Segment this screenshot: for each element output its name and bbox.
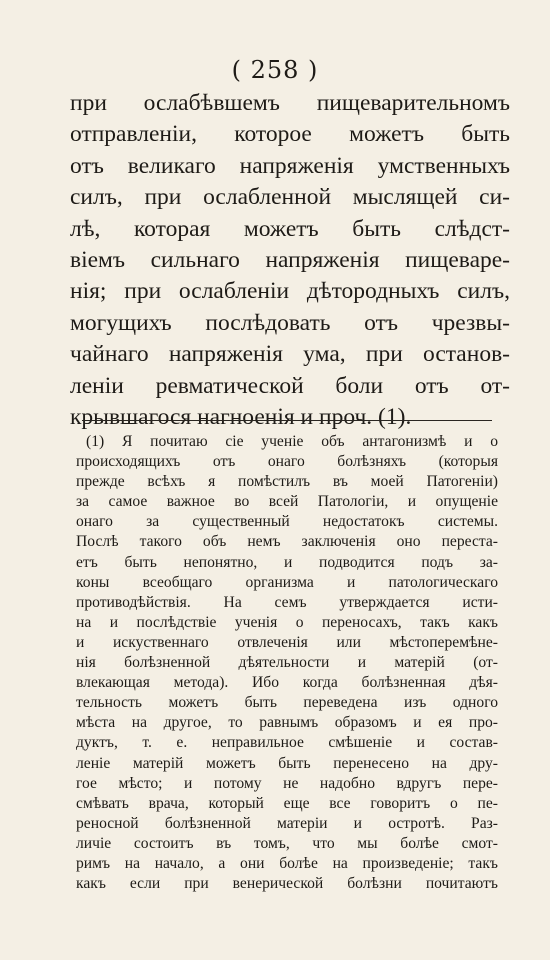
body-line: нія; при ослабленіи дѣтородныхъ силъ, (70, 278, 510, 305)
footnote-line: онаго за существенный недостатокъ системы. (76, 513, 498, 531)
main-text (70, 88, 510, 433)
body-line: при ослабѣвшемъ пищеварительномъ (70, 90, 510, 116)
body-line: могущихъ послѣдовать отъ чрезвы- (70, 309, 510, 336)
footnote-line: коны всеобщаго организма и патологическаго (76, 573, 498, 591)
footnote-line: прежде всѣхъ я помѣстилъ въ моей Патогеніи) (76, 473, 498, 491)
footnote-line: влекающая метода). Ибо когда болѣзненная дѣя- (76, 674, 498, 692)
footnote-line: какъ если при венерической болѣзни почитаютъ (76, 875, 498, 893)
footnote-line: за самое важное во всей Патологіи, и опущеніе (76, 493, 498, 511)
footnote-line: мѣста на другое, то равнымъ образомъ и ея про- (76, 714, 498, 732)
body-line: крывшагося нагноенія и проч. (1). (70, 403, 412, 430)
footnote-line: дуктъ, т. е. неправильное смѣшеніе и состав- (76, 734, 498, 752)
body-line: леніи ревматической боли отъ от- (70, 372, 510, 399)
body-line: силъ, при ослабленной мыслящей си- (70, 184, 510, 211)
footnote-divider (82, 420, 492, 421)
footnote-line: противодѣйствія. На семъ утверждается исти- (76, 593, 498, 611)
footnote-line: Послѣ такого объ немъ заключенія оно переста- (76, 533, 498, 551)
footnote (76, 432, 498, 894)
footnote-line: реносной болѣзненной матеріи и остротѣ. Раз- (76, 814, 498, 832)
body-line: віемъ сильнаго напряженія пищеваре- (70, 246, 510, 273)
body-line: отправленіи, которое можетъ быть (70, 121, 510, 148)
body-line: лѣ, которая можетъ быть слѣдст- (70, 215, 510, 242)
footnote-line: леніе матерій можетъ быть перенесено на дру- (76, 754, 498, 772)
footnote-line: тельность можетъ быть переведена изъ одного (76, 694, 498, 712)
footnote-line: римъ на начало, а они болѣе на произведеніе; такъ (76, 854, 498, 872)
body-line: отъ великаго напряженія умственныхъ (70, 152, 510, 179)
footnote-line: етъ быть непонятно, и подводится подъ за- (76, 553, 498, 571)
footnote-line: происходящихъ отъ онаго болѣзняхъ (которыя (76, 453, 498, 471)
page-number: ( 258 ) (231, 56, 319, 84)
footnote-line: нія болѣзненной дѣятельности и матерій (от- (76, 654, 498, 672)
footnote-line: смѣвать врача, который еще все говоритъ о пе- (76, 794, 498, 812)
body-line: чайнаго напряженія ума, при останов- (70, 341, 510, 368)
footnote-line: личіе состоитъ въ томъ, что мы болѣе смот- (76, 834, 498, 852)
footnote-line: гое мѣсто; и потому не надобно вдругъ пере- (76, 774, 498, 792)
footnote-line: на и послѣдствіе ученія о переносахъ, такъ какъ (76, 613, 498, 631)
footnote-line: (1) Я почитаю сіе ученіе объ антагонизмѣ и о (86, 433, 498, 450)
footnote-line: и искуственнаго отвлеченія или мѣстоперемѣне- (76, 633, 498, 651)
